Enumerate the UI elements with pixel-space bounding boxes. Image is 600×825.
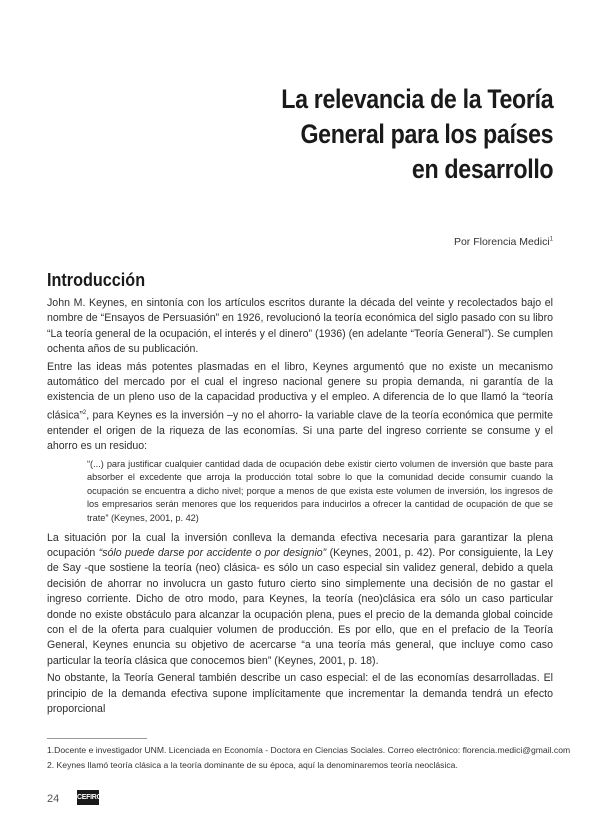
footnote-mark-2[interactable]: 2	[82, 409, 87, 416]
paragraph-1: John M. Keynes, en sintonía con los artículos escritos durante la década del veinte y recolectados bajo el nombre de “Ensayos de Persuasión” en 1926, revolucionó la teoría económica del siglo pasado con su libro “La teoría general de la ocupación, el interés y el dinero” (1936) (en adelante “Teoría General”). Se cumplen ochenta años de su publicación.	[47, 297, 553, 356]
page-number: 24	[47, 793, 60, 805]
title-line-1: La relevancia de la Teoría	[281, 84, 553, 114]
article-title	[281, 82, 553, 187]
footnote-2: 2. Keynes llamó teoría clásica a la teoría dominante de su época, aquí la denominaremos teoría neoclásica.	[47, 759, 458, 770]
italic-quote: “sólo puede darse por accidente o por designio”	[98, 546, 327, 559]
footnote-mark-1[interactable]: 1	[549, 236, 553, 243]
paragraph-4: No obstante, la Teoría General también describe un caso especial: el de las economías desarrolladas. El principio de la demanda efectiva supone implícitamente que incrementar la demanda tendrá un efecto proporcional	[47, 672, 553, 716]
footnotes	[47, 743, 571, 772]
footnote-divider	[47, 738, 147, 739]
footnote-1: 1.Docente e investigador UNM. Licenciada en Economía - Doctora en Ciencias Sociales. Correo electrónico: florencia.medici@gmail.com	[47, 745, 571, 755]
section-heading: Introducción	[47, 270, 146, 290]
block-quote: “(...) para justificar cualquier cantidad dada de ocupación debe existir cierto volumen de inversión que baste para absorber el excedente que arroja la producción total sobre lo que la comunidad decide consumir cuando la ocupación se encuentra a dicho nivel; porque a menos de que exista este volumen de inversión, los ingresos de los empresarios serán menores que los requeridos para inducirlos a ofrecer la cantidad de ocupación de que se trate” (Keynes, 2001, p. 42)	[87, 458, 553, 523]
article-body	[47, 296, 553, 719]
byline	[454, 236, 553, 248]
publication-logo: CEFIRO	[77, 790, 99, 805]
paragraph-3: La situación por la cual la inversión conlleva la demanda efectiva necesaria para garantizar la plena ocupación “sólo puede darse por accidente o por designio” (Keynes, 2001, p. 42). Por consiguiente, la Ley de Say -que sostiene la teoría (neo) clásica- es sólo un caso especial sin validez general, debido a quela decisión de ahorrar no involucra un gasto futuro cierto sino simplemente una decisión de no gastar el ingreso corriente. Dicho de otro modo, para Keynes, la teoría (neo)clásica era sólo un caso particular donde no existe obstáculo para alcanzar la ocupación plena, pues el precio de la demanda global coincide con el de la oferta para cualquier volumen de producción. Es por ello, que en el prefacio de la Teoría General, Keynes enuncia su objetivo de acercarse “a una teoría más general, que incluye como caso particular la teoría clásica que conocemos bien” (Keynes, 2001, p. 18).	[47, 531, 553, 667]
byline-author: Por Florencia Medici	[453, 236, 550, 248]
title-line-2: General para los países	[300, 119, 553, 149]
paragraph-2: Entre las ideas más potentes plasmadas en el libro, Keynes argumentó que no existe un mecanismo automático del mercado por el cual el ingreso nacional genere su propia demanda, ni garantía de la existencia de un pleno uso de la capacidad productiva y el empleo. A diferencia de lo que llamó la “teoría clásica”$^2$, para Keynes es la inversión –y no el ahorro- la variable clave de la teoría económica que permite entender el origen de la riqueza de las economías. Si una parte del ingreso corriente se consume y el ahorro es un residuo:	[47, 360, 553, 453]
title-line-3: en desarrollo	[411, 154, 553, 184]
